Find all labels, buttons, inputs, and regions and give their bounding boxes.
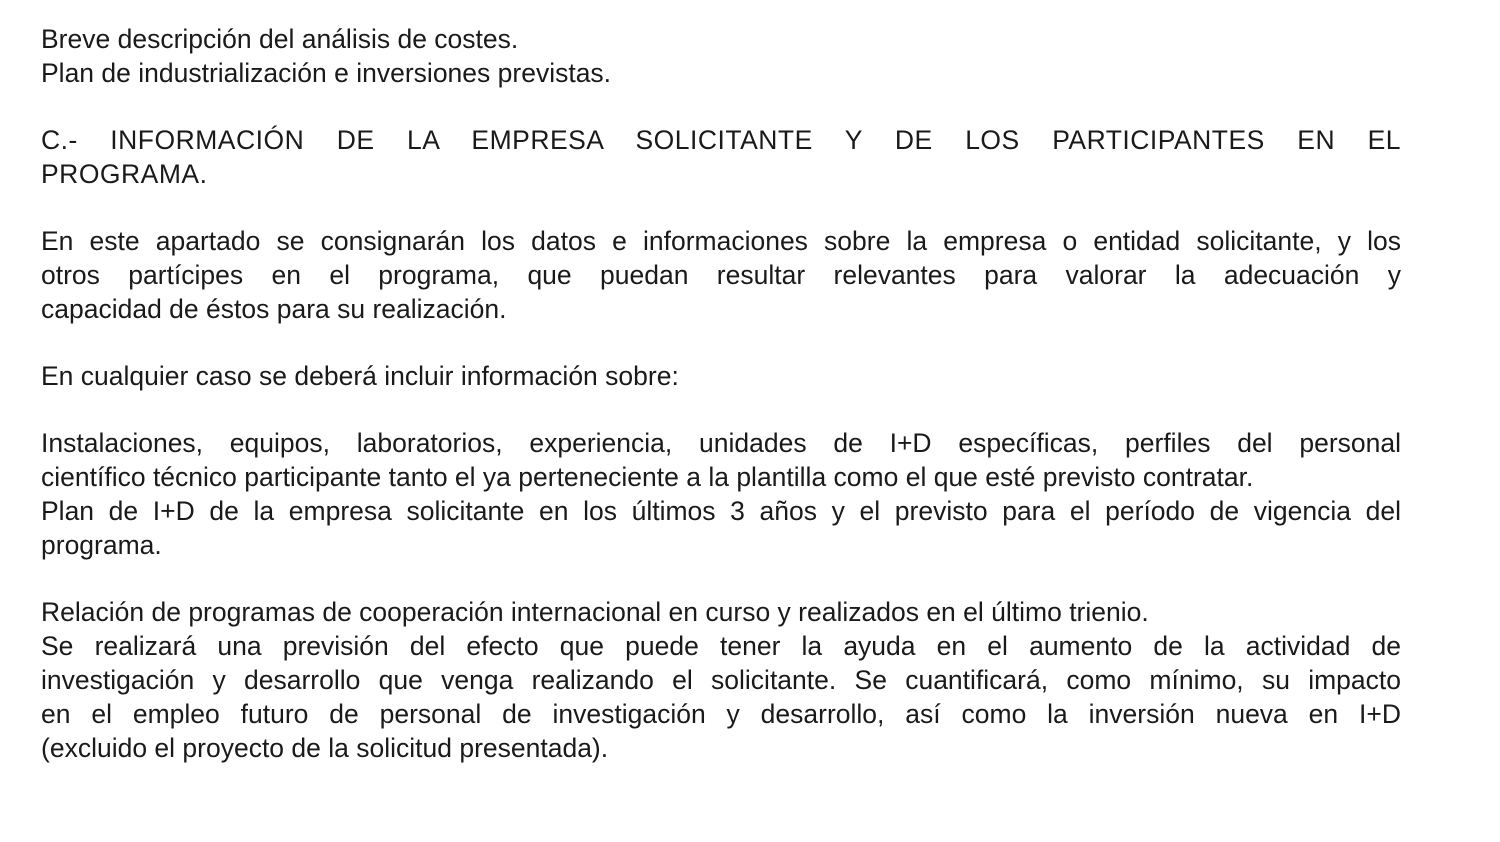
spacer — [41, 90, 1401, 123]
text-line: en el empleo futuro de personal de investigación y desarrollo, así como la inversión nueva en I+D — [41, 699, 1401, 729]
heading-line: C.- INFORMACIÓN DE LA EMPRESA SOLICITANTE Y DE LOS PARTICIPANTES EN EL — [41, 125, 1401, 155]
text-line: Plan de industrialización e inversiones previstas. — [41, 58, 612, 88]
heading-line: PROGRAMA. — [41, 159, 208, 189]
spacer — [41, 393, 1401, 426]
document-page — [41, 22, 1401, 765]
text-line: (excluido el proyecto de la solicitud presentada). — [41, 733, 609, 763]
text-line: Relación de programas de cooperación internacional en curso y realizados en el último trienio. — [41, 597, 1149, 627]
text-line: capacidad de éstos para su realización. — [41, 294, 507, 324]
text-line: Plan de I+D de la empresa solicitante en los últimos 3 años y el previsto para el período de vigencia del — [41, 496, 1401, 526]
paragraph-facilities — [41, 426, 1401, 562]
spacer — [41, 562, 1401, 595]
text-line: Se realizará una previsión del efecto que puede tener la ayuda en el aumento de la actividad de — [41, 631, 1401, 661]
paragraph-intro — [41, 224, 1401, 326]
cost-plan-block — [41, 22, 1401, 90]
section-heading — [41, 123, 1401, 191]
text-line: En este apartado se consignarán los datos e informaciones sobre la empresa o entidad solicitante, y los — [41, 226, 1401, 256]
paragraph-cooperation — [41, 595, 1401, 765]
text-line: En cualquier caso se deberá incluir información sobre: — [41, 361, 679, 391]
paragraph-requirements — [41, 359, 1401, 393]
spacer — [41, 326, 1401, 359]
text-line: otros partícipes en el programa, que puedan resultar relevantes para valorar la adecuación y — [41, 260, 1401, 290]
text-line: investigación y desarrollo que venga realizando el solicitante. Se cuantificará, como mínimo, su impacto — [41, 665, 1401, 695]
text-line: científico técnico participante tanto el ya perteneciente a la plantilla como el que esté previsto contratar. — [41, 462, 1254, 492]
text-line: programa. — [41, 530, 162, 560]
spacer — [41, 191, 1401, 224]
text-line: Instalaciones, equipos, laboratorios, experiencia, unidades de I+D específicas, perfiles del personal — [41, 428, 1401, 458]
text-line: Breve descripción del análisis de costes. — [41, 24, 519, 54]
